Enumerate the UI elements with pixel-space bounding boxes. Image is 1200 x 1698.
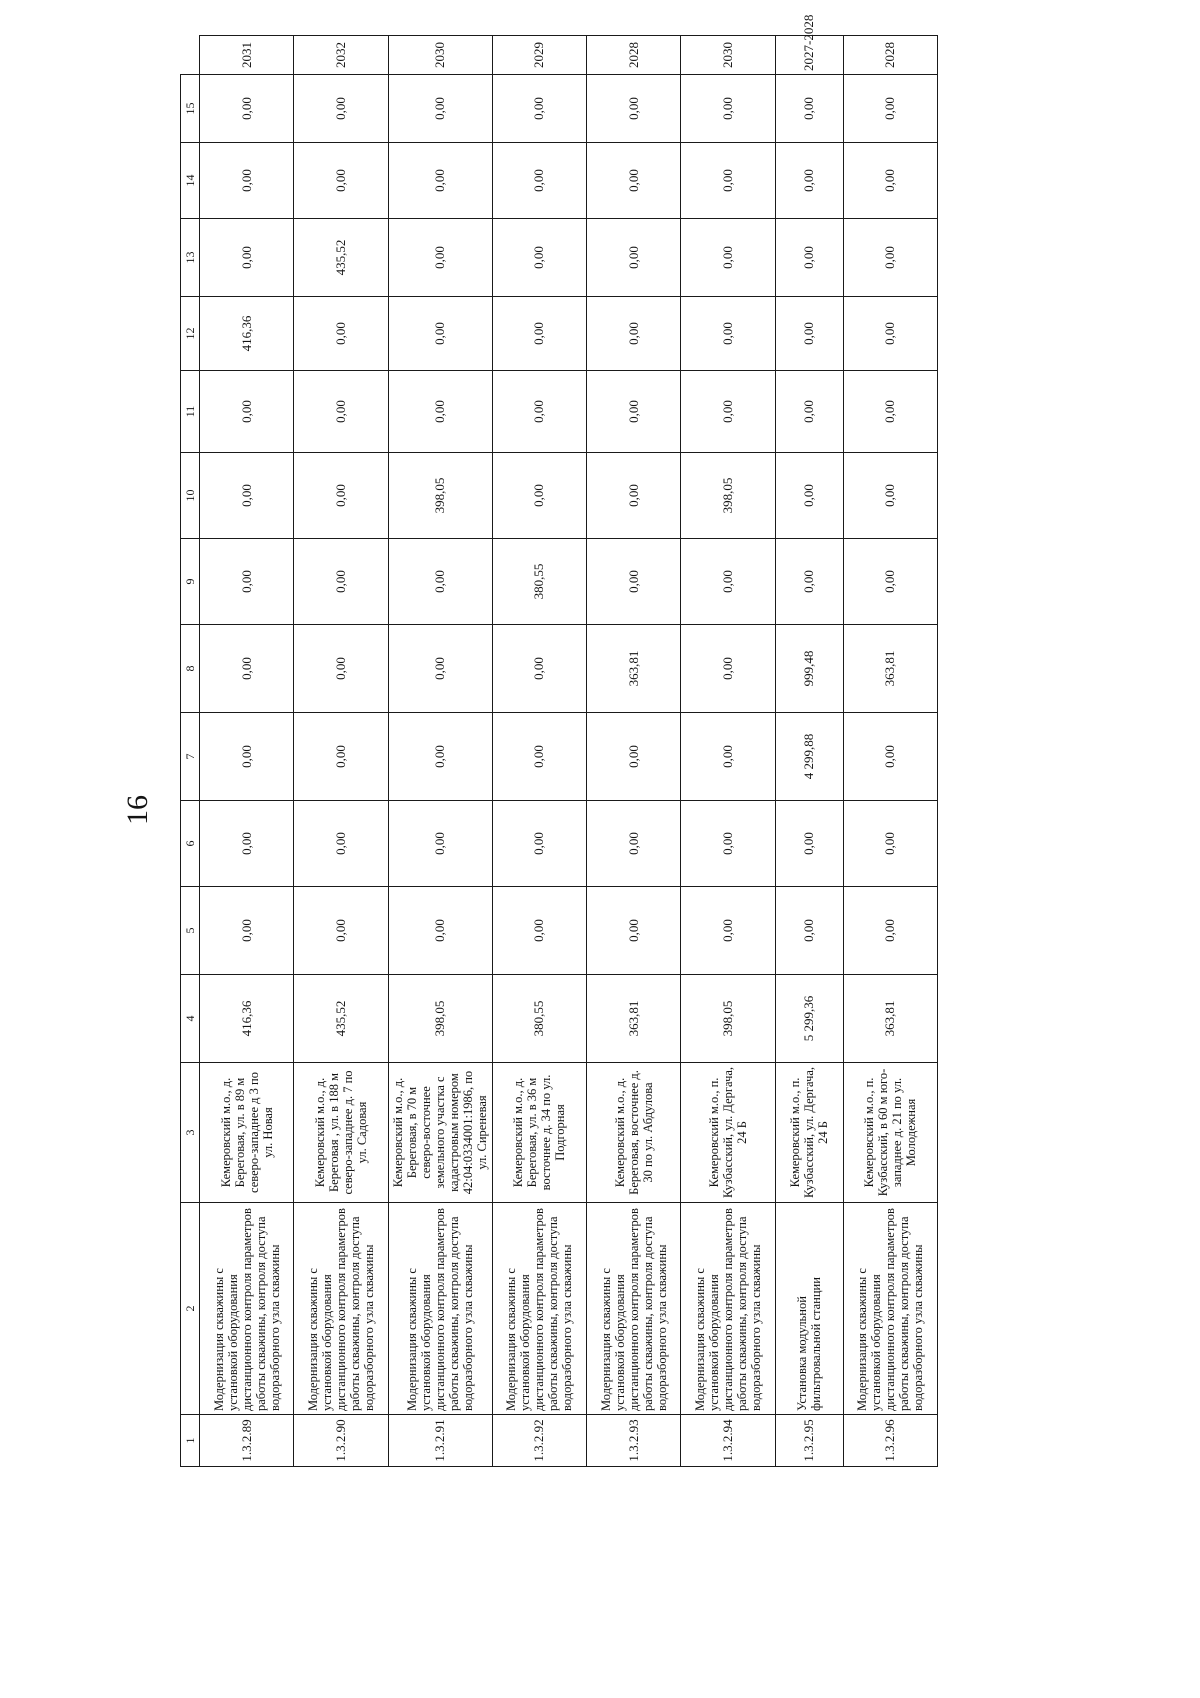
year-cell: 2031 [200,36,294,75]
value-cell: 5 299,36 [775,975,843,1063]
value-cell: 0,00 [294,297,388,371]
value-cell: 0,00 [681,297,775,371]
value-cell: 0,00 [586,539,680,625]
value-cell: 0,00 [586,713,680,801]
address-cell: Кемеровский м.о., д. Береговая, ул. в 36 м восточнее д. 34 по ул. Подгорная [492,1063,586,1203]
table-row [294,36,388,1467]
value-cell: 0,00 [294,801,388,887]
table-row [843,36,938,1467]
column-header: 9 [181,539,200,625]
value-cell: 0,00 [294,143,388,219]
value-cell: 435,52 [294,975,388,1063]
measure-name-cell: Модернизация скважины с установкой оборудования дистанционного контроля параметров работы скважины, контроля доступа водоразборного узла скважины [388,1203,492,1415]
value-cell: 0,00 [586,219,680,297]
address-cell: Кемеровский м.о., д. Береговая, в 70 м северо-восточнее земельного участка с кадастровым номером 42:04:0334001:1986, по ул. Сиреневая [388,1063,492,1203]
value-cell: 0,00 [200,453,294,539]
value-cell: 380,55 [492,539,586,625]
value-cell: 0,00 [492,801,586,887]
value-cell: 0,00 [843,713,938,801]
value-cell: 0,00 [492,453,586,539]
value-cell: 0,00 [294,371,388,453]
value-cell: 0,00 [294,887,388,975]
value-cell: 0,00 [775,453,843,539]
table-row [200,36,294,1467]
value-cell: 0,00 [775,539,843,625]
value-cell: 0,00 [492,143,586,219]
value-cell: 0,00 [388,625,492,713]
value-cell: 0,00 [492,297,586,371]
value-cell: 0,00 [586,297,680,371]
column-header: 11 [181,371,200,453]
measure-name-cell: Модернизация скважины с установкой оборудования дистанционного контроля параметров работы скважины, контроля доступа водоразборного узла скважины [294,1203,388,1415]
value-cell: 0,00 [200,75,294,143]
value-cell: 0,00 [294,453,388,539]
address-cell: Кемеровский м.о., д. Береговая, ул. в 89 м северо-западнее д 3 по ул. Новая [200,1063,294,1203]
value-cell: 380,55 [492,975,586,1063]
column-header: 6 [181,801,200,887]
address-cell: Кемеровский м.о., п. Кузбасский, ул. Дергача, 24 Б [775,1063,843,1203]
value-cell: 0,00 [586,371,680,453]
value-cell: 0,00 [388,297,492,371]
value-cell: 416,36 [200,297,294,371]
value-cell: 999,48 [775,625,843,713]
table-row [492,36,586,1467]
address-cell: Кемеровский м.о., п. Кузбасский, ул. Дергача, 24 Б [681,1063,775,1203]
value-cell: 416,36 [200,975,294,1063]
value-cell: 0,00 [294,539,388,625]
table-row [388,36,492,1467]
column-header: 7 [181,713,200,801]
column-header: 4 [181,975,200,1063]
year-cell: 2030 [388,36,492,75]
value-cell: 0,00 [586,801,680,887]
column-header: 1 [181,1415,200,1467]
value-cell: 0,00 [492,75,586,143]
value-cell: 0,00 [775,219,843,297]
year-cell: 2032 [294,36,388,75]
value-cell: 0,00 [843,887,938,975]
value-cell: 398,05 [388,453,492,539]
value-cell: 0,00 [681,713,775,801]
value-cell: 0,00 [843,297,938,371]
column-header: 5 [181,887,200,975]
table-header [181,36,200,1467]
value-cell: 0,00 [586,75,680,143]
column-header: 14 [181,143,200,219]
value-cell: 0,00 [492,887,586,975]
table-row [586,36,680,1467]
value-cell: 0,00 [775,297,843,371]
value-cell: 435,52 [294,219,388,297]
value-cell: 0,00 [200,219,294,297]
table-row [775,36,843,1467]
row-number-cell: 1.3.2.94 [681,1415,775,1467]
address-cell: Кемеровский м.о., д. Береговая , ул. в 188 м северо-западнее д. 7 по ул. Садовая [294,1063,388,1203]
value-cell: 0,00 [492,625,586,713]
value-cell: 0,00 [200,371,294,453]
value-cell: 0,00 [388,801,492,887]
value-cell: 0,00 [775,801,843,887]
row-number-cell: 1.3.2.91 [388,1415,492,1467]
column-header: 3 [181,1063,200,1203]
value-cell: 0,00 [492,371,586,453]
rotated-table-container [180,14,938,1467]
value-cell: 0,00 [843,75,938,143]
value-cell: 0,00 [294,75,388,143]
page-number: 16 [121,795,154,825]
measure-name-cell: Модернизация скважины с установкой оборудования дистанционного контроля параметров работы скважины, контроля доступа водоразборного узла скважины [843,1203,938,1415]
value-cell: 398,05 [681,453,775,539]
measure-name-cell: Установка модульной фильтровальной станции [775,1203,843,1415]
value-cell: 0,00 [843,801,938,887]
value-cell: 398,05 [681,975,775,1063]
column-header: 13 [181,219,200,297]
value-cell: 363,81 [843,625,938,713]
value-cell: 0,00 [843,219,938,297]
value-cell: 398,05 [388,975,492,1063]
value-cell: 0,00 [388,219,492,297]
year-cell: 2029 [492,36,586,75]
year-cell: 2028 [586,36,680,75]
year-cell: 2027-2028 [775,36,843,75]
value-cell: 0,00 [775,75,843,143]
value-cell: 0,00 [388,887,492,975]
value-cell: 0,00 [843,371,938,453]
value-cell: 363,81 [586,975,680,1063]
investment-table [180,14,938,1467]
row-number-cell: 1.3.2.89 [200,1415,294,1467]
value-cell: 363,81 [586,625,680,713]
value-cell: 0,00 [388,371,492,453]
header-row [181,36,200,1467]
value-cell: 0,00 [681,625,775,713]
column-header: 8 [181,625,200,713]
value-cell: 0,00 [681,801,775,887]
value-cell: 0,00 [200,539,294,625]
value-cell: 0,00 [200,713,294,801]
value-cell: 4 299,88 [775,713,843,801]
row-number-cell: 1.3.2.90 [294,1415,388,1467]
measure-name-cell: Модернизация скважины с установкой оборудования дистанционного контроля параметров работы скважины, контроля доступа водоразборного узла скважины [200,1203,294,1415]
value-cell: 0,00 [843,453,938,539]
column-header: 15 [181,75,200,143]
value-cell: 0,00 [200,887,294,975]
value-cell: 0,00 [681,887,775,975]
table-row [681,36,775,1467]
value-cell: 0,00 [681,143,775,219]
row-number-cell: 1.3.2.95 [775,1415,843,1467]
value-cell: 0,00 [388,713,492,801]
value-cell: 0,00 [775,143,843,219]
value-cell: 0,00 [586,143,680,219]
value-cell: 0,00 [775,887,843,975]
year-cell: 2028 [843,36,938,75]
value-cell: 0,00 [775,371,843,453]
value-cell: 0,00 [843,143,938,219]
value-cell: 0,00 [294,713,388,801]
column-header: 10 [181,453,200,539]
address-cell: Кемеровский м.о., д. Береговая, восточнее д. 30 по ул. Абдулова [586,1063,680,1203]
address-cell: Кемеровский м.о., п. Кузбасский, в 60 м юго-западнее д. 21 по ул. Молодежная [843,1063,938,1203]
value-cell: 0,00 [586,453,680,539]
value-cell: 0,00 [681,219,775,297]
value-cell: 0,00 [294,625,388,713]
column-header: 12 [181,297,200,371]
value-cell: 0,00 [681,371,775,453]
year-cell: 2030 [681,36,775,75]
value-cell: 0,00 [388,75,492,143]
value-cell: 0,00 [843,539,938,625]
row-number-cell: 1.3.2.93 [586,1415,680,1467]
value-cell: 0,00 [492,219,586,297]
column-header: 2 [181,1203,200,1415]
measure-name-cell: Модернизация скважины с установкой оборудования дистанционного контроля параметров работы скважины, контроля доступа водоразборного узла скважины [492,1203,586,1415]
row-number-cell: 1.3.2.92 [492,1415,586,1467]
row-number-cell: 1.3.2.96 [843,1415,938,1467]
value-cell: 0,00 [586,887,680,975]
value-cell: 0,00 [200,801,294,887]
table-body [200,14,938,1467]
value-cell: 0,00 [200,625,294,713]
measure-name-cell: Модернизация скважины с установкой оборудования дистанционного контроля параметров работы скважины, контроля доступа водоразборного узла скважины [681,1203,775,1415]
value-cell: 0,00 [681,75,775,143]
value-cell: 0,00 [200,143,294,219]
measure-name-cell: Модернизация скважины с установкой оборудования дистанционного контроля параметров работы скважины, контроля доступа водоразборного узла скважины [586,1203,680,1415]
value-cell: 0,00 [492,713,586,801]
value-cell: 0,00 [681,539,775,625]
value-cell: 0,00 [388,539,492,625]
value-cell: 363,81 [843,975,938,1063]
value-cell: 0,00 [388,143,492,219]
